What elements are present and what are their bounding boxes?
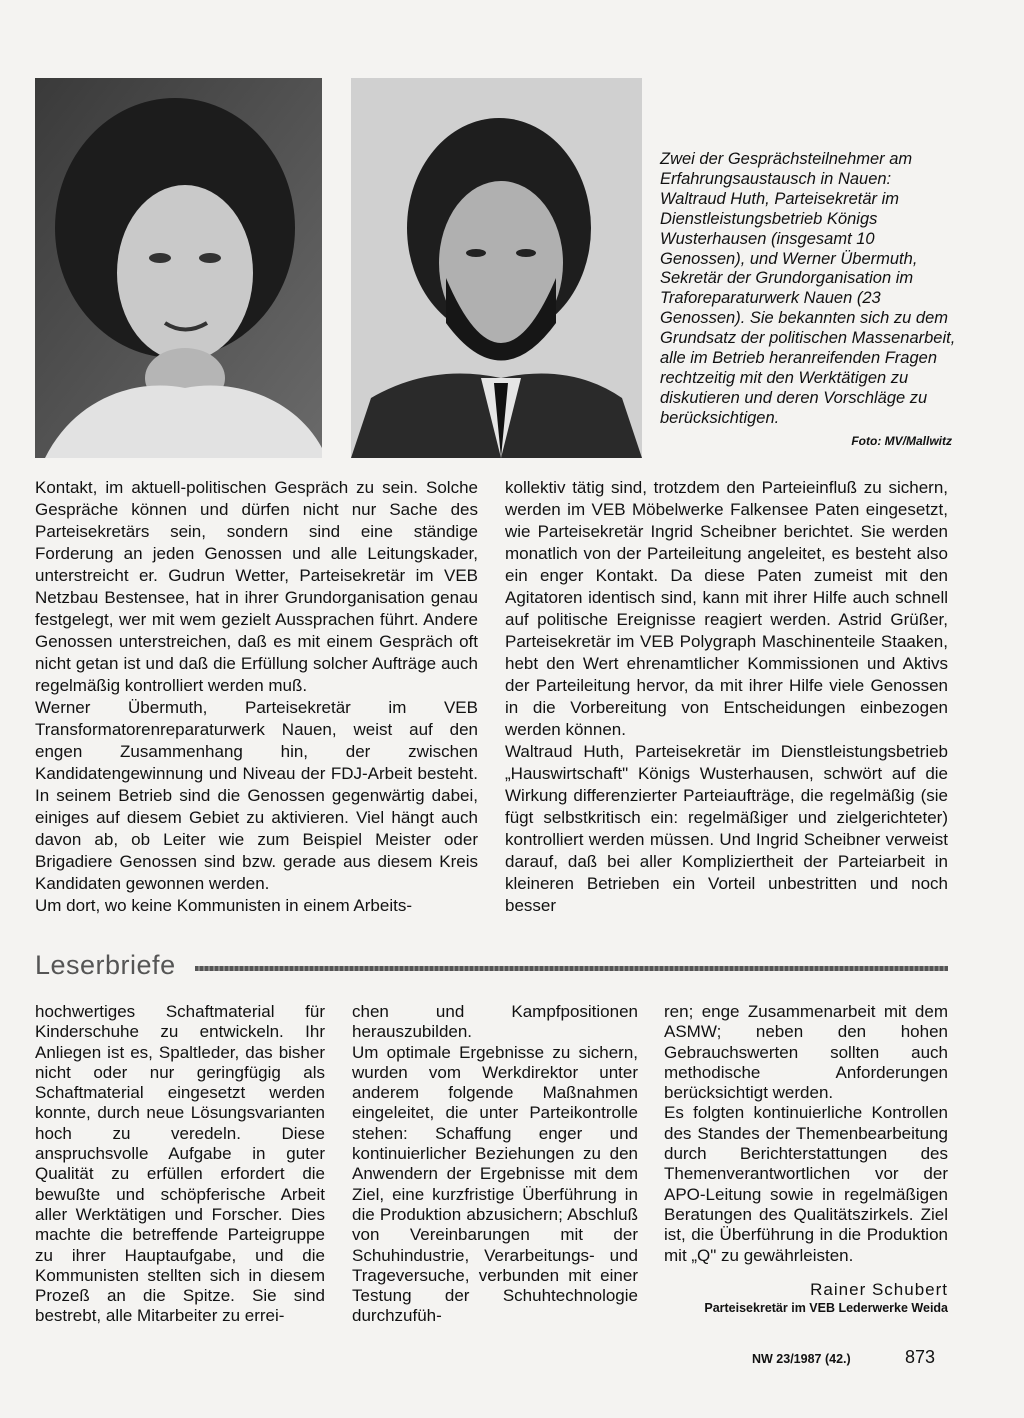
woman-portrait-image (35, 78, 322, 458)
photo-woman-portrait (35, 78, 322, 458)
man-portrait-image (351, 78, 642, 458)
article-column-1 (35, 477, 478, 917)
section-heading: Leserbriefe (35, 950, 176, 980)
letter-paragraph: Um optimale Ergebnisse zu sichern, wurden vom Werkdirektor unter anderem folgende Maßnahmen eingeleitet, die unter Parteikontrolle stehen: Schaffung enger und kontinuierlicher Beziehungen zu den Anwendern der Ergebnisse mit dem Ziel, eine kurzfristige Überführung in die Produktion abzusichern; Abschluß von Vereinbarungen mit der Schuhindustrie, Verarbeitungs- und Trageversuche, verbunden mit einer Testung der Schuhtechnologie durchzufüh- (352, 1042, 638, 1326)
letters-column-2 (352, 1002, 638, 1327)
letter-author-role: Parteisekretär im VEB Lederwerke Weida (704, 1301, 948, 1315)
letter-paragraph: hochwertiges Schaftmaterial für Kinderschuhe zu entwickeln. Ihr Anliegen ist es, Spaltleder, das bisher nicht oder nur geringfügig als Schaftmaterial eingesetzt werden konnte, durch neue Lösungsvarianten hoch zu veredeln. Diese anspruchsvolle Aufgabe in guter Qualität zu erfüllen erfordert die bewußte und schöpferische Arbeit aller Werktätigen und Forscher. Dies machte die betreffende Parteigruppe zu ihrer Hauptaufgabe, und die Kommunisten stellten sich in diesem Prozeß an die Spitze. Sie sind bestrebt, alle Mitarbeiter zu errei- (35, 1002, 325, 1326)
letter-paragraph: chen und Kampfpositionen herauszubilden. (352, 1002, 638, 1042)
photo-credit: Foto: MV/Mallwitz (851, 434, 952, 448)
letters-section-header (35, 950, 948, 984)
letter-author: Rainer Schubert (810, 1280, 948, 1299)
page-number: 873 (905, 1347, 936, 1367)
letters-column-1 (35, 1002, 325, 1327)
photo-caption (660, 150, 960, 429)
article-paragraph: kollektiv tätig sind, trotzdem den Parteieinfluß zu sichern, werden im VEB Möbelwerke Falkensee Paten eingesetzt, wie Parteisekretär Ingrid Scheibner berichtet. Sie werden monatlich von der Parteileitung angeleitet, es besteht also ein enger Kontakt. Da diese Paten zumeist mit den Agitatoren identisch sind, kann mit ihrer Hilfe auch schnell auf politische Ereignisse reagiert werden. Astrid Grüßer, Parteisekretär im VEB Polygraph Maschinenteile Staaken, hebt den Wert ehrenamtlicher Kommissionen und Aktivs der Parteileitung hervor, da mit ihrer Hilfe viele Genossen in die Vorbereitung von Entscheidungen einbezogen werden können. (505, 478, 948, 739)
article-paragraph: Um dort, wo keine Kommunisten in einem Arbeits- (35, 896, 412, 915)
photo-man-portrait (351, 78, 642, 458)
article-paragraph: Werner Übermuth, Parteisekretär im VEB Transformatorenreparaturwerk Nauen, weist auf den engen Zusammenhang hin, der zwischen Kandidatengewinnung und Niveau der FDJ-Arbeit besteht. In seinem Betrieb sind die Genossen gegenwärtig dabei, einiges auf diesem Gebiet zu aktivieren. Viel hängt auch davon ab, ob Leiter wie zum Beispiel Meister oder Brigadiere Genossen sind bzw. gerade aus diesem Kreis Kandidaten gewonnen werden. (35, 698, 478, 893)
letters-column-3 (664, 1002, 948, 1266)
letter-paragraph: Es folgten kontinuierliche Kontrollen des Standes der Themenbearbeitung durch Berichterstattungen des Themenverantwortlichen vor der APO-Leitung sowie in regelmäßigen Beratungen des Qualitätszirkels. Ziel ist, die Überführung in die Produktion mit „Q" zu gewährleisten. (664, 1103, 948, 1265)
issue-label: NW 23/1987 (42.) (752, 1352, 851, 1366)
caption-text: Zwei der Gesprächsteilnehmer am Erfahrungsaustausch in Nauen: Waltraud Huth, Parteisekretär im Dienstleistungsbetrieb Königs Wusterhausen (insgesamt 10 Genossen), und Werner Übermuth, Sekretär der Grundorganisation im Traforeparaturwerk Nauen (23 Genossen). Sie bekannten sich zu dem Grundsatz der politischen Massenarbeit, alle im Betrieb heranreifenden Fragen rechtzeitig mit den Werktätigen zu diskutieren und deren Vorschläge zu berücksichtigen. (660, 150, 956, 427)
letter-paragraph: ren; enge Zusammenarbeit mit dem ASMW; neben den hohen Gebrauchswerten sollten auch methodische Anforderungen berücksichtigt werden. (664, 1002, 948, 1103)
section-rule (195, 966, 948, 971)
article-column-2 (505, 477, 948, 917)
article-paragraph: Kontakt, im aktuell-politischen Gespräch zu sein. Solche Gespräche können und dürfen nicht nur Sache des Parteisekretärs sein, sondern sind eine ständige Forderung an jeden Genossen und alle Leitungskader, unterstreicht er. Gudrun Wetter, Parteisekretär im VEB Netzbau Bestensee, hat in ihrer Grundorganisation genau festgelegt, wer mit wem gezielt Aussprachen führt. Andere Genossen unterstreichen, daß es mit einem Gespräch oft nicht getan ist und daß die Erfüllung solcher Aufträge auch regelmäßig kontrolliert werden muß. (35, 478, 478, 695)
article-paragraph: Waltraud Huth, Parteisekretär im Dienstleistungsbetrieb „Hauswirtschaft" Königs Wusterhausen, schwört auf die Wirkung differenzierter Parteiaufträge, die regelmäßig (sie fügt selbstkritisch ein: regelmäßiger und zielgerichteter) kontrolliert werden müssen. Und Ingrid Scheibner verweist darauf, daß bei aller Kompliziertheit der Parteiarbeit in kleineren Betrieben ein Vorteil unbestritten und noch besser (505, 742, 948, 915)
